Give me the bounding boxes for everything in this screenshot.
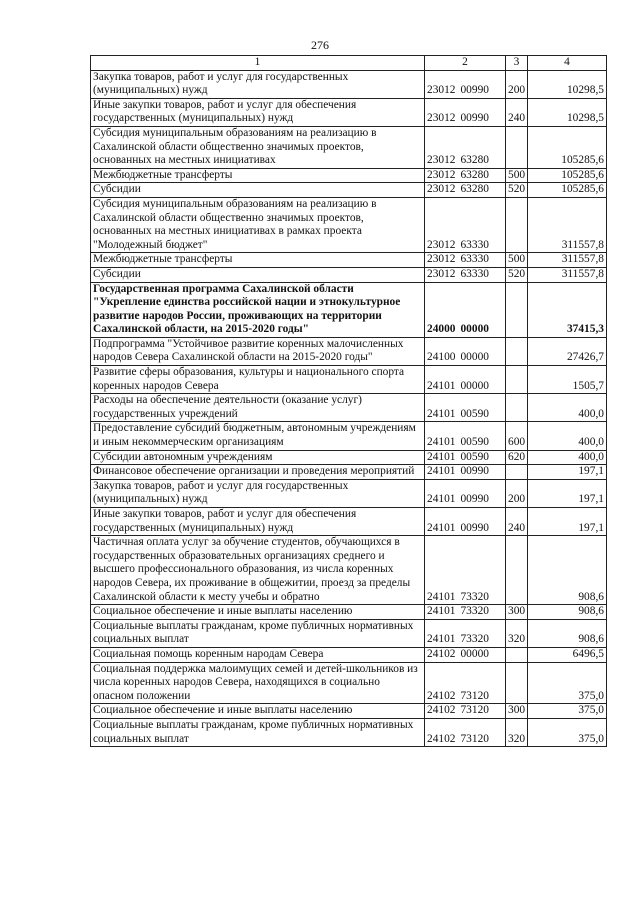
row-code-direction: 00590 bbox=[460, 436, 489, 449]
row-code bbox=[425, 253, 506, 268]
row-sum: 37415,3 bbox=[528, 282, 607, 337]
table-row bbox=[91, 465, 607, 480]
row-sum: 375,0 bbox=[528, 704, 607, 719]
row-code-direction: 73320 bbox=[460, 590, 489, 603]
row-code-program: 24000 bbox=[427, 323, 456, 336]
row-expense-type: 240 bbox=[506, 98, 528, 126]
row-code-program: 24100 bbox=[427, 351, 456, 364]
row-code-program: 23012 bbox=[427, 112, 456, 125]
row-name: Субсидии автономным учреждениям bbox=[91, 450, 425, 465]
row-sum: 105285,6 bbox=[528, 168, 607, 183]
row-code bbox=[425, 479, 506, 507]
row-code-direction: 00000 bbox=[460, 351, 489, 364]
table-row bbox=[91, 168, 607, 183]
row-code bbox=[425, 126, 506, 168]
row-name: Закупка товаров, работ и услуг для государственных (муниципальных) нужд bbox=[91, 70, 425, 98]
page-number: 276 bbox=[311, 38, 329, 52]
table-row bbox=[91, 366, 607, 394]
row-code-direction: 73320 bbox=[460, 605, 489, 618]
table-row bbox=[91, 267, 607, 282]
row-expense-type bbox=[506, 662, 528, 704]
row-code-program: 24101 bbox=[427, 407, 456, 420]
row-code bbox=[425, 704, 506, 719]
row-code-program: 24101 bbox=[427, 605, 456, 618]
row-code bbox=[425, 647, 506, 662]
row-name: Субсидия муниципальным образованиям на реализацию в Сахалинской области общественно значимых проектов, основанных на местных инициативах в рамках проекта "Молодежный бюджет" bbox=[91, 197, 425, 252]
row-code-direction: 00000 bbox=[460, 379, 489, 392]
row-expense-type: 240 bbox=[506, 508, 528, 536]
row-code-direction: 00000 bbox=[460, 647, 489, 660]
row-code bbox=[425, 536, 506, 605]
row-code bbox=[425, 282, 506, 337]
row-code-program: 23012 bbox=[427, 84, 456, 97]
row-code bbox=[425, 394, 506, 422]
row-sum: 375,0 bbox=[528, 718, 607, 746]
table-row bbox=[91, 605, 607, 620]
row-code bbox=[425, 70, 506, 98]
row-code bbox=[425, 605, 506, 620]
row-code-direction: 00990 bbox=[460, 112, 489, 125]
row-code-program: 24101 bbox=[427, 465, 456, 478]
row-code bbox=[425, 168, 506, 183]
table-header-row bbox=[91, 56, 607, 71]
row-code-program: 23012 bbox=[427, 267, 456, 280]
budget-table bbox=[90, 55, 607, 747]
row-code-program: 24102 bbox=[427, 704, 456, 717]
row-name: Финансовое обеспечение организации и проведения мероприятий bbox=[91, 465, 425, 480]
table-row bbox=[91, 662, 607, 704]
header-col-name: 1 bbox=[91, 56, 425, 71]
row-sum: 311557,8 bbox=[528, 197, 607, 252]
row-code-direction: 00990 bbox=[460, 465, 489, 478]
row-code-direction: 63330 bbox=[460, 267, 489, 280]
table-row bbox=[91, 282, 607, 337]
row-sum: 197,1 bbox=[528, 479, 607, 507]
row-name: Межбюджетные трансферты bbox=[91, 253, 425, 268]
row-code-direction: 73320 bbox=[460, 633, 489, 646]
table-row bbox=[91, 508, 607, 536]
row-code-direction: 00590 bbox=[460, 407, 489, 420]
table-row bbox=[91, 183, 607, 198]
row-code-program: 24101 bbox=[427, 590, 456, 603]
row-expense-type bbox=[506, 282, 528, 337]
row-code-program: 24101 bbox=[427, 493, 456, 506]
row-sum: 105285,6 bbox=[528, 126, 607, 168]
row-expense-type bbox=[506, 647, 528, 662]
row-name: Субсидия муниципальным образованиям на реализацию в Сахалинской области общественно значимых проектов, основанных на местных инициативах bbox=[91, 126, 425, 168]
row-expense-type: 200 bbox=[506, 479, 528, 507]
table-row bbox=[91, 197, 607, 252]
row-name: Иные закупки товаров, работ и услуг для обеспечения государственных (муниципальных) нужд bbox=[91, 98, 425, 126]
row-code bbox=[425, 450, 506, 465]
row-code-direction: 73120 bbox=[460, 732, 489, 745]
row-expense-type bbox=[506, 366, 528, 394]
row-code-program: 24101 bbox=[427, 521, 456, 534]
table-row bbox=[91, 253, 607, 268]
row-expense-type bbox=[506, 126, 528, 168]
table-row bbox=[91, 718, 607, 746]
row-code-program: 23012 bbox=[427, 168, 456, 181]
row-code-program: 23012 bbox=[427, 253, 456, 266]
row-code bbox=[425, 267, 506, 282]
row-sum: 400,0 bbox=[528, 422, 607, 450]
row-code-program: 24102 bbox=[427, 647, 456, 660]
row-code-program: 23012 bbox=[427, 154, 456, 167]
table-row bbox=[91, 337, 607, 365]
row-expense-type bbox=[506, 465, 528, 480]
row-sum: 400,0 bbox=[528, 394, 607, 422]
table-row bbox=[91, 126, 607, 168]
row-sum: 311557,8 bbox=[528, 267, 607, 282]
row-expense-type bbox=[506, 394, 528, 422]
table-row bbox=[91, 479, 607, 507]
row-name: Предоставление субсидий бюджетным, автономным учреждениям и иным некоммерческим организациям bbox=[91, 422, 425, 450]
table-row bbox=[91, 70, 607, 98]
row-sum: 10298,5 bbox=[528, 98, 607, 126]
row-code-direction: 00990 bbox=[460, 84, 489, 97]
row-expense-type: 320 bbox=[506, 718, 528, 746]
row-name: Частичная оплата услуг за обучение студентов, обучающихся в государственных образовательных организациях среднего и высшего профессионального образования, из числа коренных народов Севера, их проживание в общежитии, проезд за пределы Сахалинской области к месту учебы и обратно bbox=[91, 536, 425, 605]
table-row bbox=[91, 394, 607, 422]
row-expense-type bbox=[506, 337, 528, 365]
row-code-program: 24101 bbox=[427, 379, 456, 392]
row-name: Субсидии bbox=[91, 267, 425, 282]
row-code-program: 24101 bbox=[427, 436, 456, 449]
row-code-direction: 73120 bbox=[460, 704, 489, 717]
row-name: Межбюджетные трансферты bbox=[91, 168, 425, 183]
row-sum: 105285,6 bbox=[528, 183, 607, 198]
row-code bbox=[425, 98, 506, 126]
row-code bbox=[425, 366, 506, 394]
row-code-program: 24102 bbox=[427, 732, 456, 745]
row-sum: 197,1 bbox=[528, 465, 607, 480]
row-expense-type: 600 bbox=[506, 422, 528, 450]
row-code-direction: 63280 bbox=[460, 183, 489, 196]
row-expense-type: 500 bbox=[506, 253, 528, 268]
table-row bbox=[91, 619, 607, 647]
row-sum: 1505,7 bbox=[528, 366, 607, 394]
row-code bbox=[425, 465, 506, 480]
row-expense-type: 300 bbox=[506, 704, 528, 719]
row-name: Социальная помощь коренным народам Севера bbox=[91, 647, 425, 662]
row-code-program: 24102 bbox=[427, 689, 456, 702]
table-row bbox=[91, 704, 607, 719]
row-sum: 400,0 bbox=[528, 450, 607, 465]
row-name: Социальные выплаты гражданам, кроме публичных нормативных социальных выплат bbox=[91, 619, 425, 647]
row-expense-type: 520 bbox=[506, 267, 528, 282]
row-name: Закупка товаров, работ и услуг для государственных (муниципальных) нужд bbox=[91, 479, 425, 507]
row-name: Социальные выплаты гражданам, кроме публичных нормативных социальных выплат bbox=[91, 718, 425, 746]
table-row bbox=[91, 647, 607, 662]
table-row bbox=[91, 536, 607, 605]
row-code bbox=[425, 662, 506, 704]
row-code-direction: 00990 bbox=[460, 521, 489, 534]
table-row bbox=[91, 422, 607, 450]
row-name: Социальное обеспечение и иные выплаты населению bbox=[91, 704, 425, 719]
row-code bbox=[425, 508, 506, 536]
row-name: Социальное обеспечение и иные выплаты населению bbox=[91, 605, 425, 620]
header-col-code: 2 bbox=[425, 56, 506, 71]
row-expense-type bbox=[506, 197, 528, 252]
row-code-program: 23012 bbox=[427, 238, 456, 251]
row-code-program: 24101 bbox=[427, 633, 456, 646]
header-col-vr: 3 bbox=[506, 56, 528, 71]
row-code-direction: 00000 bbox=[460, 323, 489, 336]
row-name: Государственная программа Сахалинской области "Укрепление единства российской нации и этнокультурное развитие народов России, проживающих на территории Сахалинской области, на 2015-2020 годы" bbox=[91, 282, 425, 337]
row-expense-type: 520 bbox=[506, 183, 528, 198]
row-sum: 375,0 bbox=[528, 662, 607, 704]
table-row bbox=[91, 450, 607, 465]
row-sum: 6496,5 bbox=[528, 647, 607, 662]
row-expense-type: 200 bbox=[506, 70, 528, 98]
row-code-direction: 63330 bbox=[460, 253, 489, 266]
row-code bbox=[425, 718, 506, 746]
row-expense-type: 320 bbox=[506, 619, 528, 647]
table-row bbox=[91, 98, 607, 126]
row-code bbox=[425, 619, 506, 647]
row-code-direction: 00990 bbox=[460, 493, 489, 506]
row-code-direction: 63280 bbox=[460, 168, 489, 181]
row-name: Социальная поддержка малоимущих семей и детей-школьников из числа коренных народов Севера, находящихся в социально опасном положении bbox=[91, 662, 425, 704]
row-expense-type: 300 bbox=[506, 605, 528, 620]
row-sum: 311557,8 bbox=[528, 253, 607, 268]
row-expense-type bbox=[506, 536, 528, 605]
row-sum: 197,1 bbox=[528, 508, 607, 536]
row-code bbox=[425, 422, 506, 450]
row-expense-type: 500 bbox=[506, 168, 528, 183]
row-name: Субсидии bbox=[91, 183, 425, 198]
row-name: Расходы на обеспечение деятельности (оказание услуг) государственных учреждений bbox=[91, 394, 425, 422]
row-code-direction: 63330 bbox=[460, 238, 489, 251]
row-code bbox=[425, 337, 506, 365]
row-sum: 27426,7 bbox=[528, 337, 607, 365]
row-name: Подпрограмма "Устойчивое развитие коренных малочисленных народов Севера Сахалинской области на 2015-2020 годы" bbox=[91, 337, 425, 365]
row-sum: 10298,5 bbox=[528, 70, 607, 98]
row-code-program: 23012 bbox=[427, 183, 456, 196]
row-code bbox=[425, 197, 506, 252]
row-sum: 908,6 bbox=[528, 619, 607, 647]
row-name: Иные закупки товаров, работ и услуг для обеспечения государственных (муниципальных) нужд bbox=[91, 508, 425, 536]
row-name: Развитие сферы образования, культуры и национального спорта коренных народов Севера bbox=[91, 366, 425, 394]
row-code-direction: 73120 bbox=[460, 689, 489, 702]
row-sum: 908,6 bbox=[528, 536, 607, 605]
row-code-program: 24101 bbox=[427, 450, 456, 463]
row-code-direction: 63280 bbox=[460, 154, 489, 167]
row-code-direction: 00590 bbox=[460, 450, 489, 463]
row-code bbox=[425, 183, 506, 198]
row-expense-type: 620 bbox=[506, 450, 528, 465]
header-col-sum: 4 bbox=[528, 56, 607, 71]
row-sum: 908,6 bbox=[528, 605, 607, 620]
